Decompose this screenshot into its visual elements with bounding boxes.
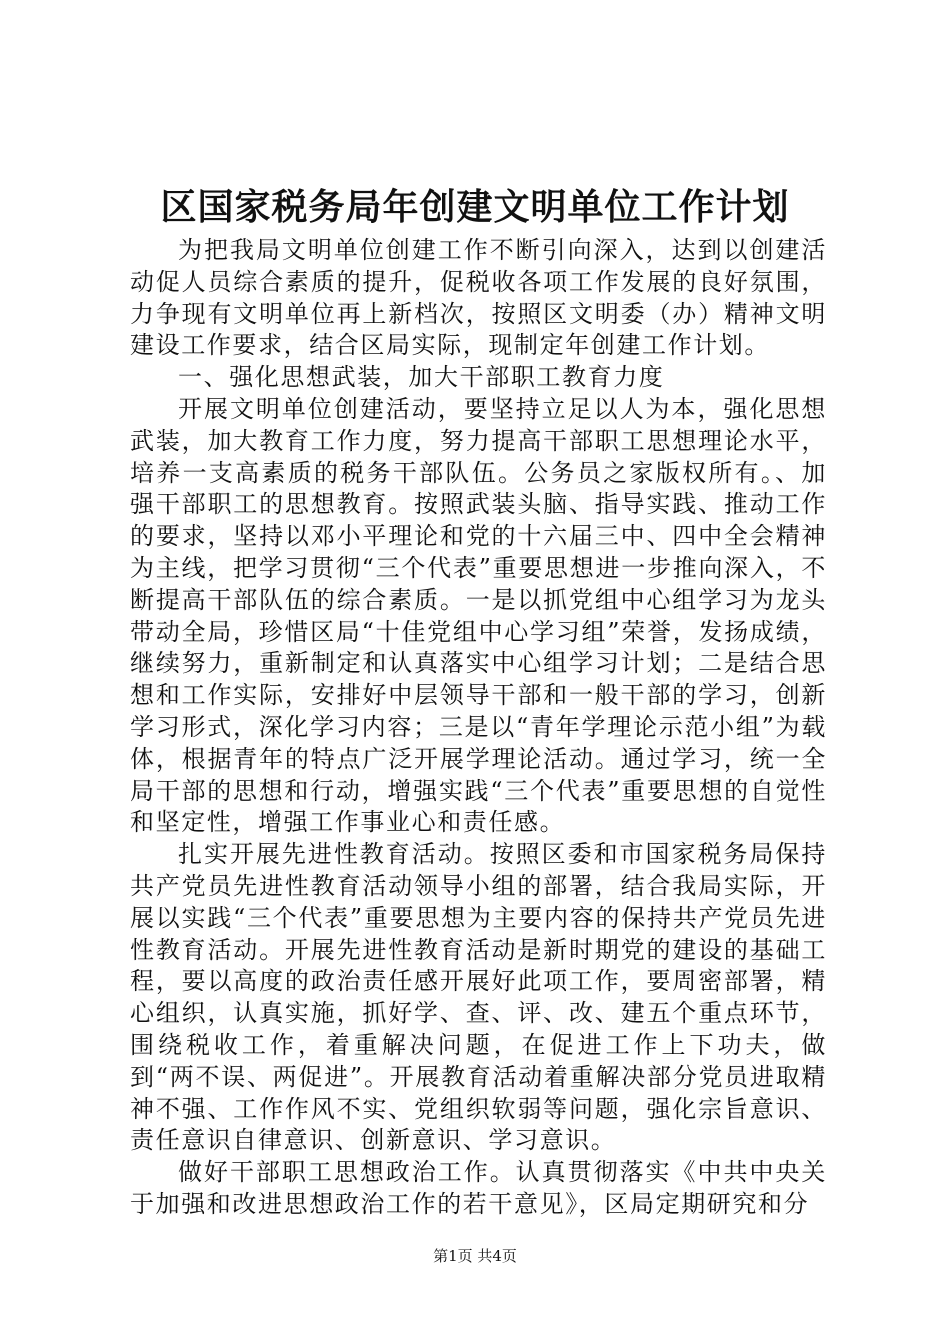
body-paragraph: 做好干部职工思想政治工作。认真贯彻落实《中共中央关于加强和改进思想政治工作的若干意见》，区局定期研究和分 — [130, 1158, 827, 1218]
section-heading: 一、强化思想武装，加大干部职工教育力度 — [178, 363, 665, 392]
document-title: 区国家税务局年创建文明单位工作计划 — [160, 186, 790, 228]
body-paragraph: 开展文明单位创建活动，要坚持立足以人为本，强化思想武装，加大教育工作力度，努力提高干部职工思想理论水平，培养一支高素质的税务干部队伍。公务员之家版权所有。、加强干部职工的思想教育。按照武装头脑、指导实践、推动工作的要求，坚持以邓小平理论和党的十六届三中、四中全会精神为主线，把学习贯彻“三个代表”重要思想进一步推向深入，不断提高干部队伍的综合素质。一是以抓党组中心组学习为龙头带动全局，珍惜区局“十佳党组中心学习组”荣誉，发扬成绩，继续努力，重新制定和认真落实中心组学习计划；二是结合思想和工作实际，安排好中层领导干部和一般干部的学习，创新学习形式，深化学习内容；三是以“青年学理论示范小组”为载体，根据青年的特点广泛开展学理论活动。通过学习，统一全局干部的思想和行动，增强实践“三个代表”重要思想的自觉性和坚定性，增强工作事业心和责任感。 — [130, 394, 827, 837]
page-number-footer: 第1页 共4页 — [433, 1247, 517, 1265]
body-paragraph: 扎实开展先进性教育活动。按照区委和市国家税务局保持共产党员先进性教育活动领导小组的部署，结合我局实际，开展以实践“三个代表”重要思想为主要内容的保持共产党员先进性教育活动。开展先进性教育活动是新时期党的建设的基础工程，要以高度的政治责任感开展好此项工作，要周密部署，精心组织，认真实施，抓好学、查、评、改、建五个重点环节，围绕税收工作，着重解决问题，在促进工作上下功夫，做到“两不误、两促进”。开展教育活动着重解决部分党员进取精神不强、工作作风不实、党组织软弱等问题，强化宗旨意识、责任意识自律意识、创新意识、学习意识。 — [130, 840, 827, 1155]
intro-paragraph: 为把我局文明单位创建工作不断引向深入，达到以创建活动促人员综合素质的提升，促税收各项工作发展的良好氛围，力争现有文明单位再上新档次，按照区文明委（办）精神文明建设工作要求，结合区局实际，现制定年创建工作计划。 — [130, 236, 827, 360]
document-body — [130, 235, 827, 1221]
